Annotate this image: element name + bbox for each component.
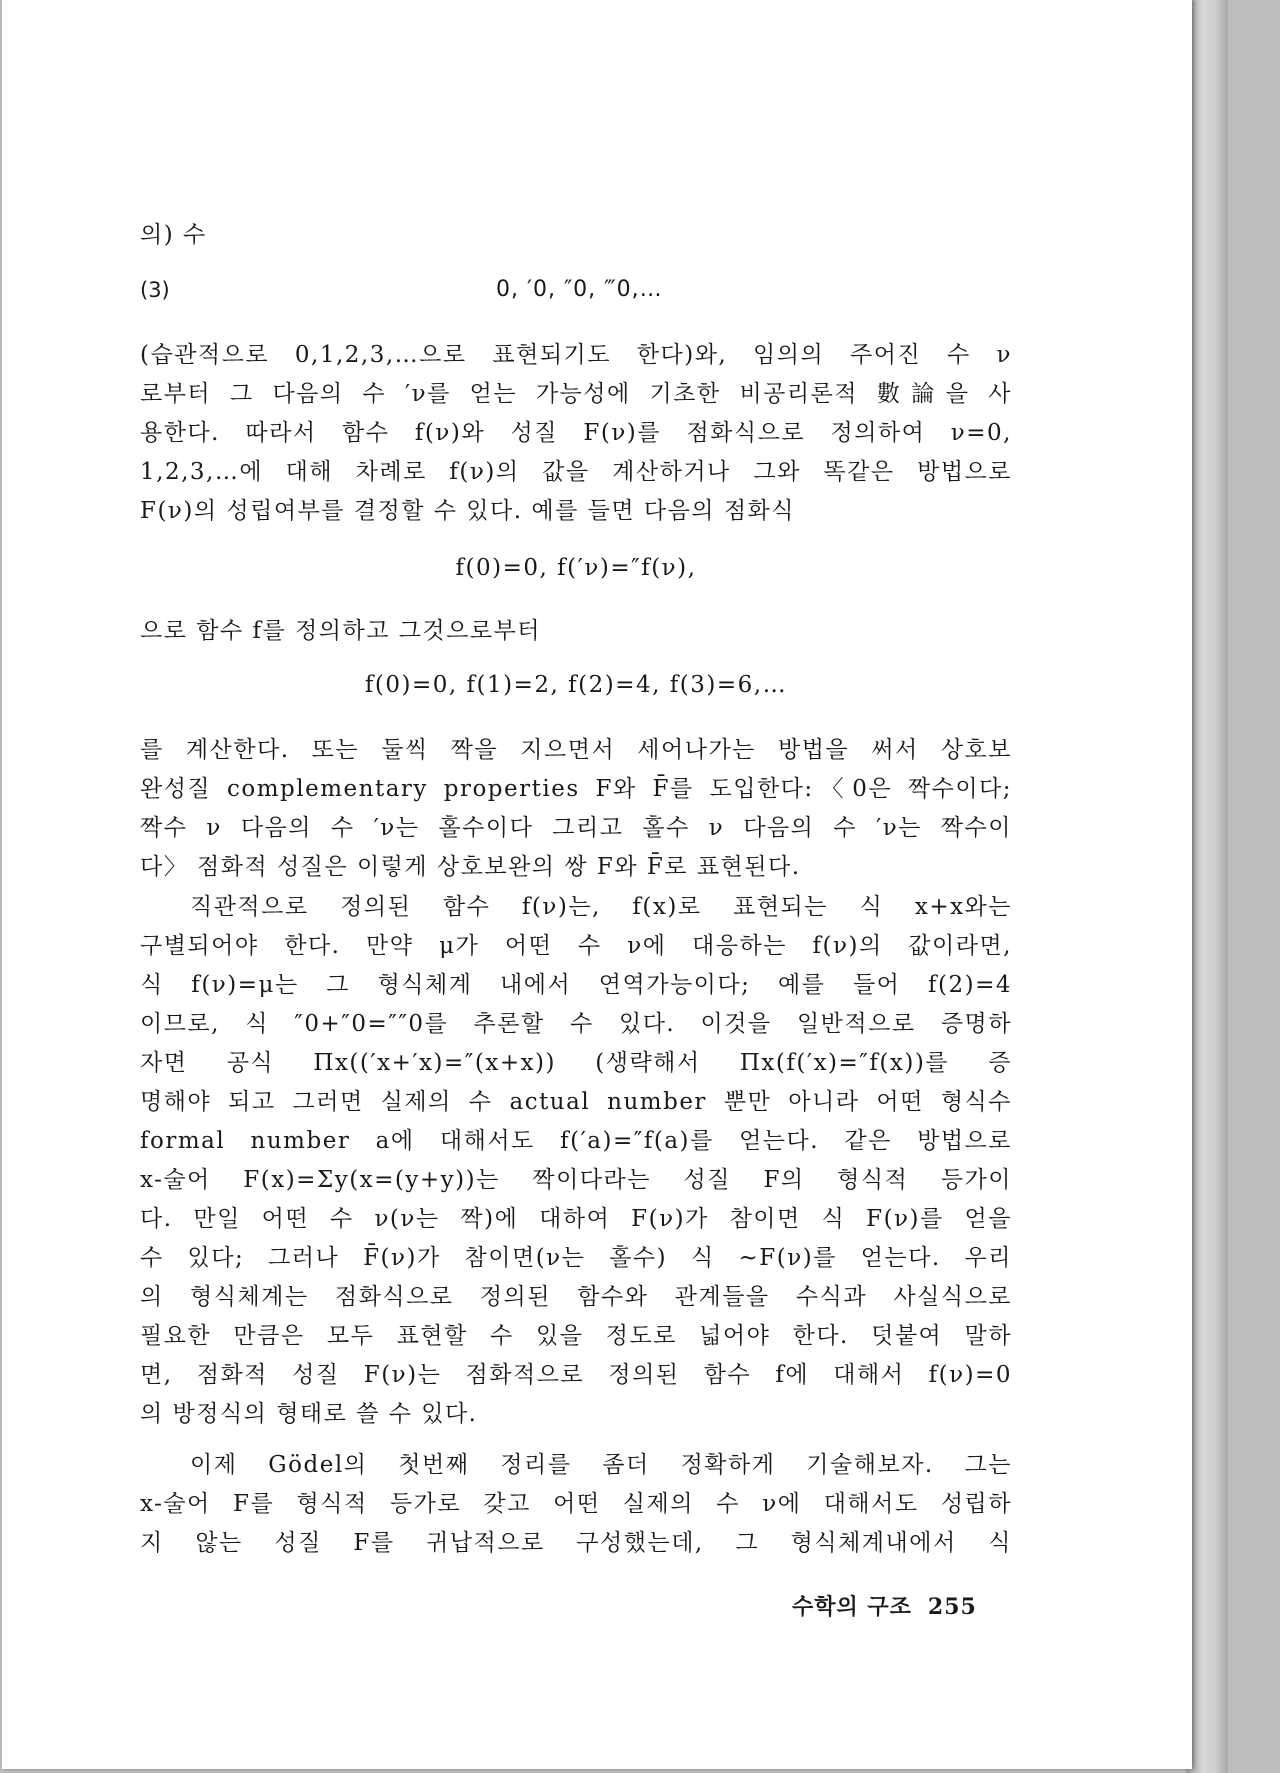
- paragraph-line: 필요한 만큼은 모두 표현할 수 있을 정도로 넓어야 한다. 덧붙여 말하: [140, 1323, 1012, 1349]
- paragraph-line: 식 f(ν)=μ는 그 형식체계 내에서 연역가능이다; 예를 들어 f(2)=4: [140, 972, 1012, 998]
- footer-title: 수학의 구조: [792, 1594, 912, 1620]
- paragraph-line: 짝수 ν 다음의 수 ′ν는 홀수이다 그리고 홀수 ν 다음의 수 ′ν는 짝수이: [140, 815, 1012, 841]
- paragraph-line: 으로 함수 f를 정의하고 그것으로부터: [140, 618, 542, 644]
- paragraph-line: 수 있다; 그러나 F̄(ν)가 참이면(ν는 홀수) 식 ~F(ν)를 얻는다. 우리: [140, 1245, 1012, 1271]
- page-number: 255: [927, 1594, 977, 1620]
- paragraph-line: 이므로, 식 ″0+″0=″″0를 추론할 수 있다. 이것을 일반적으로 증명하: [140, 1011, 1012, 1037]
- paragraph-line: 다. 만일 어떤 수 ν(ν는 짝)에 대하여 F(ν)가 참이면 식 F(ν)를 얻을: [140, 1206, 1012, 1232]
- paragraph-line: x-술어 F를 형식적 등가로 갖고 어떤 실제의 수 ν에 대해서도 성립하: [140, 1491, 1012, 1517]
- paragraph-line: 지 않는 성질 F를 귀납적으로 구성했는데, 그 형식체계내에서 식: [140, 1530, 1012, 1556]
- paragraph-line: 로부터 그 다음의 수 ′ν를 얻는 가능성에 기초한 비공리론적 數論을 사: [140, 381, 1012, 407]
- top-fragment: 의) 수: [140, 222, 207, 248]
- paragraph-line: 완성질 complementary properties F와 F̄를 도입한다:〈0은 짝수이다;: [140, 776, 1012, 802]
- paragraph-line: 명해야 되고 그러면 실제의 수 actual number 뿐만 아니라 어떤 형식수: [140, 1089, 1012, 1115]
- paragraph-line: 자면 공식 Πx((′x+′x)=″(x+x)) (생략해서 Πx(f(′x)=″f(x))를 증: [140, 1050, 1012, 1076]
- equation-label: (3): [140, 278, 170, 302]
- paragraph-line: 다〉 점화적 성질은 이렇게 상호보완의 쌍 F와 F̄로 표현된다.: [140, 854, 801, 880]
- formula: f(0)=0, f(′ν)=″f(ν),: [455, 555, 697, 581]
- paragraph-line: 의 방정식의 형태로 쓸 수 있다.: [140, 1401, 478, 1427]
- paragraph-line: F(ν)의 성립여부를 결정할 수 있다. 예를 들면 다음의 점화식: [140, 498, 795, 524]
- equation-body: 0, ′0, ″0, ‴0,…: [496, 277, 663, 302]
- paragraph-line: 용한다. 따라서 함수 f(ν)와 성질 F(ν)를 점화식으로 정의하여 ν=0,: [140, 420, 1012, 446]
- paragraph-line: 직관적으로 정의된 함수 f(ν)는, f(x)로 표현되는 식 x+x와는: [190, 894, 1012, 920]
- paragraph-line: 면, 점화적 성질 F(ν)는 점화적으로 정의된 함수 f에 대해서 f(ν)=0: [140, 1362, 1012, 1388]
- paragraph-line: 의 형식체계는 점화식으로 정의된 함수와 관계들을 수식과 사실식으로: [140, 1284, 1012, 1310]
- book-page: [2, 0, 1192, 1769]
- paragraph-line: (습관적으로 0,1,2,3,…으로 표현되기도 한다)와, 임의의 주어진 수 ν: [140, 342, 1012, 368]
- formula: f(0)=0, f(1)=2, f(2)=4, f(3)=6,…: [364, 672, 788, 698]
- paragraph-line: 구별되어야 한다. 만약 μ가 어떤 수 ν에 대응하는 f(ν)의 값이라면,: [140, 933, 1012, 959]
- paragraph-line: formal number a에 대해서도 f(′a)=″f(a)를 얻는다. 같은 방법으로: [140, 1128, 1012, 1154]
- paragraph-line: 이제 Gödel의 첫번째 정리를 좀더 정확하게 기술해보자. 그는: [190, 1452, 1012, 1478]
- paragraph-line: 1,2,3,…에 대해 차례로 f(ν)의 값을 계산하거나 그와 똑같은 방법으로: [140, 459, 1012, 485]
- page-edge: [1186, 0, 1228, 1773]
- paragraph-line: x-술어 F(x)=Σy(x=(y+y))는 짝이다라는 성질 F의 형식적 등가이: [140, 1167, 1012, 1193]
- running-footer: [792, 1590, 977, 1621]
- paragraph-line: 를 계산한다. 또는 둘씩 짝을 지으면서 세어나가는 방법을 써서 상호보: [140, 737, 1012, 763]
